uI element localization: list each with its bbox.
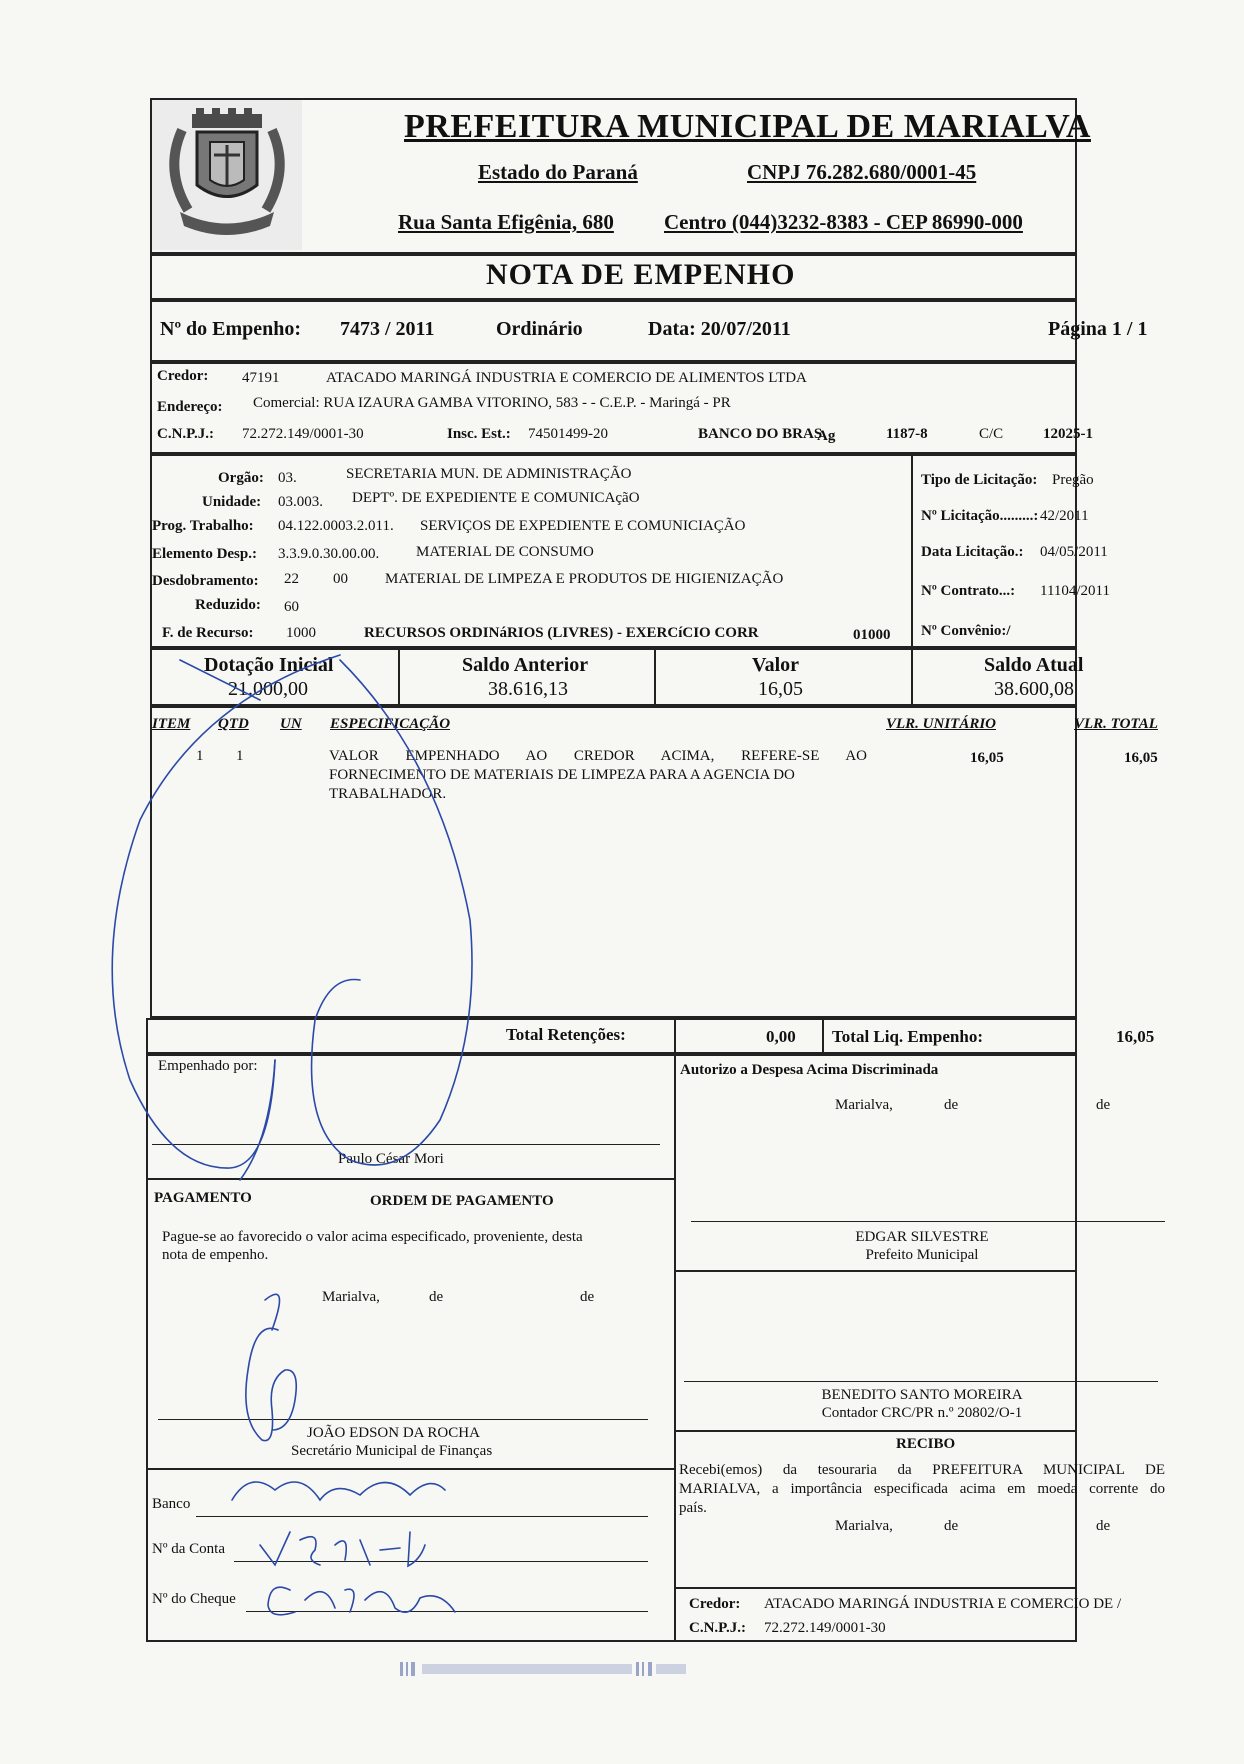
recurso-code: 1000 (286, 625, 316, 641)
credor-label: Credor: (157, 368, 209, 384)
prog-trabalho-label: Prog. Trabalho: (152, 518, 254, 534)
recurso-label: F. de Recurso: (162, 625, 254, 641)
recurso-code2: 01000 (853, 627, 891, 643)
credor-cnpj-label: C.N.P.J.: (157, 426, 214, 442)
contrato-label: Nº Contrato...: (921, 583, 1016, 599)
pagamento-place: Marialva, (322, 1289, 380, 1305)
conta-corrente-value: 12025-1 (1043, 426, 1093, 442)
state-label: Estado do Paraná (478, 160, 638, 184)
item-unit-value: 16,05 (970, 750, 1004, 766)
num-licitacao-label: Nº Licitação.........: (921, 508, 1039, 524)
elemento-label: Elemento Desp.: (152, 546, 257, 562)
endereco-value: Comercial: RUA IZAURA GAMBA VITORINO, 583 - - C.E.P. - Maringá - PR (253, 395, 731, 411)
saldo-atual-value: 38.600,08 (994, 678, 1074, 700)
saldo-anterior-label: Saldo Anterior (462, 654, 589, 676)
endereco-label: Endereço: (157, 399, 223, 415)
lower-form-box (146, 1054, 1077, 1642)
recibo-cnpj: 72.272.149/0001-30 (764, 1620, 886, 1636)
retencoes-label: Total Retenções: (506, 1025, 626, 1044)
conta-corrente-label: C/C (979, 426, 1004, 442)
recibo-line2: MARIALVA, a importância especificada acima em moeda corrente do (679, 1481, 1165, 1497)
valor-value: 16,05 (758, 678, 803, 700)
reduzido-label: Reduzido: (195, 597, 261, 613)
col-header-unit-value: VLR. UNITÁRIO (886, 716, 997, 732)
desdobramento-label: Desdobramento: (152, 573, 259, 589)
dotacao-value: 21.000,00 (228, 678, 308, 700)
desdobramento-code1: 22 (284, 571, 299, 587)
credor-cnpj: 72.272.149/0001-30 (242, 426, 364, 442)
saldo-anterior-value: 38.616,13 (488, 678, 568, 700)
prog-trabalho-code: 04.122.0003.2.011. (278, 518, 394, 534)
cheque-label: Nº do Cheque (152, 1591, 236, 1607)
retencoes-value: 0,00 (766, 1027, 796, 1046)
data-licitacao-value: 04/05/2011 (1040, 544, 1108, 560)
recibo-credor-name: ATACADO MARINGÁ INDUSTRIA E COMERCIO DE / (764, 1596, 1122, 1612)
elemento-code: 3.3.9.0.30.00.00. (278, 546, 380, 562)
item-spec-line3: TRABALHADOR. (329, 786, 447, 802)
municipality-title: PREFEITURA MUNICIPAL DE MARIALVA (404, 108, 1091, 145)
contrato-value: 11104/2011 (1040, 583, 1110, 599)
valor-label: Valor (752, 654, 800, 676)
agencia-label: Ag (817, 428, 836, 444)
empenho-type: Ordinário (496, 318, 583, 340)
data-licitacao-label: Data Licitação.: (921, 544, 1024, 560)
secretario-role: Secretário Municipal de Finanças (291, 1443, 493, 1459)
col-header-spec: ESPECIFICAÇÃO (330, 716, 451, 732)
autorizo-de2: de (1096, 1097, 1111, 1113)
empenhado-name: Paulo César Mori (338, 1151, 444, 1167)
unidade-code: 03.003. (278, 494, 323, 510)
empenho-number: 7473 / 2011 (340, 318, 435, 340)
ordem-pagamento-title: ORDEM DE PAGAMENTO (370, 1193, 554, 1209)
pagamento-text-line2: nota de empenho. (162, 1247, 269, 1263)
prog-trabalho-name: SERVIÇOS DE EXPEDIENTE E COMUNICIAÇÃO (420, 518, 746, 534)
item-total-value: 16,05 (1124, 750, 1158, 766)
autorizo-place: Marialva, (835, 1097, 893, 1113)
empenho-number-label: Nº do Empenho: (160, 318, 302, 340)
autorizo-title: Autorizo a Despesa Acima Discriminada (680, 1062, 939, 1078)
recibo-de2: de (1096, 1518, 1111, 1534)
document-title: NOTA DE EMPENHO (486, 258, 796, 291)
convenio-label: Nº Convênio:/ (921, 623, 1011, 639)
banco-name: BANCO DO BRAS (698, 426, 823, 442)
barcode-strip (400, 1660, 690, 1680)
recibo-title: RECIBO (896, 1436, 956, 1452)
secretario-name: JOÃO EDSON DA ROCHA (307, 1425, 480, 1441)
tipo-licitacao-value: Pregão (1052, 472, 1094, 488)
contador-name: BENEDITO SANTO MOREIRA (821, 1387, 1023, 1403)
reduzido-value: 60 (284, 599, 299, 615)
page-indicator: Página 1 / 1 (1048, 318, 1148, 340)
recibo-place: Marialva, (835, 1518, 893, 1534)
recibo-credor-label: Credor: (689, 1596, 741, 1612)
recibo-line3: país. (679, 1500, 707, 1516)
num-licitacao-value: 42/2011 (1040, 508, 1089, 524)
recibo-line1: Recebi(emos) da tesouraria da PREFEITURA MUNICIPAL DE (679, 1462, 1165, 1478)
item-qtd: 1 (236, 748, 244, 764)
address-label: Rua Santa Efigênia, 680 (398, 210, 614, 234)
col-header-qtd: QTD (218, 716, 249, 732)
item-spec-line2: FORNECIMENTO DE MATERIAIS DE LIMPEZA PARA A AGENCIA DO (329, 767, 795, 783)
unidade-name: DEPTº. DE EXPEDIENTE E COMUNICAçãO (352, 490, 640, 506)
cnpj-label: CNPJ 76.282.680/0001-45 (747, 160, 977, 184)
dotacao-label: Dotação Inicial (204, 654, 334, 676)
col-header-un: UN (280, 716, 302, 732)
banco-label: Banco (152, 1496, 191, 1512)
pagamento-de1: de (429, 1289, 444, 1305)
desdobramento-code2: 00 (333, 571, 348, 587)
empenhado-label: Empenhado por: (158, 1058, 258, 1074)
liquido-value: 16,05 (1116, 1027, 1155, 1046)
tipo-licitacao-label: Tipo de Licitação: (921, 472, 1038, 488)
contador-role: Contador CRC/PR n.º 20802/O-1 (821, 1405, 1023, 1421)
insc-label: Insc. Est.: (447, 426, 511, 442)
contact-label: Centro (044)3232-8383 - CEP 86990-000 (664, 210, 1023, 234)
prefeito-role: Prefeito Municipal (865, 1247, 979, 1263)
conta-label: Nº da Conta (152, 1541, 225, 1557)
credor-code: 47191 (242, 370, 280, 386)
insc-value: 74501499-20 (528, 426, 608, 442)
autorizo-de1: de (944, 1097, 959, 1113)
item-number: 1 (196, 748, 204, 764)
prefeito-name: EDGAR SILVESTRE (855, 1229, 989, 1245)
recibo-de1: de (944, 1518, 959, 1534)
unidade-label: Unidade: (202, 494, 262, 510)
orgao-name: SECRETARIA MUN. DE ADMINISTRAÇÃO (346, 466, 632, 482)
col-header-item: ITEM (152, 716, 191, 732)
agencia-value: 1187-8 (886, 426, 928, 442)
col-header-total-value: VLR. TOTAL (1074, 716, 1158, 732)
orgao-code: 03. (278, 470, 297, 486)
desdobramento-name: MATERIAL DE LIMPEZA E PRODUTOS DE HIGIENIZAÇÃO (385, 571, 784, 587)
liquido-label: Total Liq. Empenho: (832, 1027, 983, 1046)
pagamento-de2: de (580, 1289, 595, 1305)
orgao-label: Orgão: (218, 470, 264, 486)
empenho-date: Data: 20/07/2011 (648, 318, 791, 340)
recurso-name: RECURSOS ORDINáRIOS (LIVRES) - EXERCíCIO CORR (364, 625, 759, 641)
saldo-atual-label: Saldo Atual (984, 654, 1084, 676)
recibo-cnpj-label: C.N.P.J.: (689, 1620, 746, 1636)
pagamento-label: PAGAMENTO (154, 1190, 252, 1206)
item-spec-line1: VALOR EMPENHADO AO CREDOR ACIMA, REFERE-SE AO (329, 748, 867, 764)
pagamento-text-line1: Pague-se ao favorecido o valor acima especificado, proveniente, desta (162, 1229, 583, 1245)
coat-of-arms-logo (152, 100, 302, 250)
elemento-name: MATERIAL DE CONSUMO (416, 544, 594, 560)
credor-name: ATACADO MARINGÁ INDUSTRIA E COMERCIO DE ALIMENTOS LTDA (326, 370, 807, 386)
